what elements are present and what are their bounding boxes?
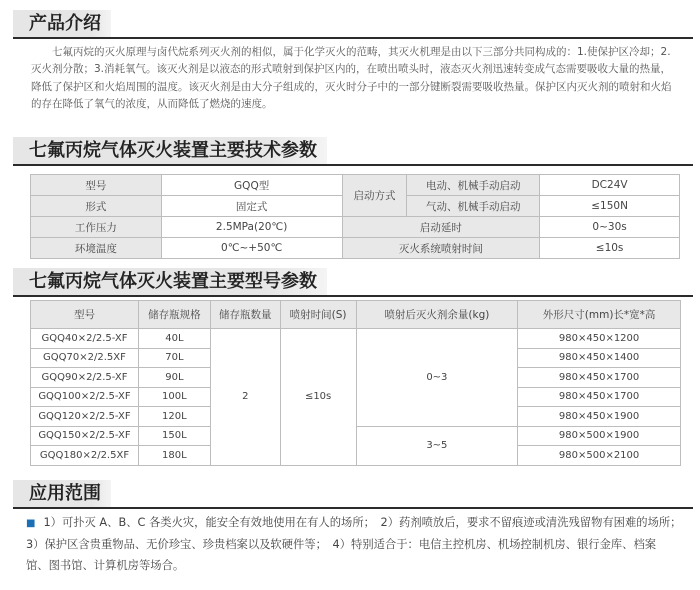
section-header-intro xyxy=(13,10,693,38)
spec-cell: 70L xyxy=(138,348,210,368)
column-header: 型号 xyxy=(31,301,139,329)
table-row xyxy=(31,238,680,259)
size-cell: 980×450×1700 xyxy=(518,387,681,407)
table-cell: 0℃~+50℃ xyxy=(161,238,342,259)
section-header-model xyxy=(13,268,693,296)
model-cell: GQQ120×2/2.5-XF xyxy=(31,407,139,427)
header-underline xyxy=(13,507,693,509)
column-header: 外形尺寸(mm)长*宽*高 xyxy=(518,301,681,329)
table-cell: GQQ型 xyxy=(161,175,342,196)
table-cell: 固定式 xyxy=(161,196,342,217)
table-cell: 0~30s xyxy=(540,217,680,238)
table-cell: 启动方式 xyxy=(342,175,407,217)
column-header: 喷射后灭火剂余量(kg) xyxy=(356,301,518,329)
header-underline xyxy=(13,164,693,166)
table-row xyxy=(31,426,681,446)
model-cell: GQQ180×2/2.5XF xyxy=(31,446,139,466)
column-header: 储存瓶规格 xyxy=(138,301,210,329)
table-cell: ≤10s xyxy=(540,238,680,259)
quantity-cell: 2 xyxy=(210,329,280,466)
spec-cell: 90L xyxy=(138,368,210,388)
section-title: 七氟丙烷气体灭火装置主要技术参数 xyxy=(13,137,327,165)
table-cell: ≤150N xyxy=(540,196,680,217)
model-params-table xyxy=(30,300,681,466)
section-header-usage xyxy=(13,480,693,508)
table-row xyxy=(31,329,681,349)
header-underline xyxy=(13,37,693,39)
model-cell: GQQ70×2/2.5XF xyxy=(31,348,139,368)
bullet-square-icon: ■ xyxy=(26,518,36,529)
model-cell: GQQ150×2/2.5-XF xyxy=(31,426,139,446)
tech-params-table xyxy=(30,174,680,259)
table-cell: DC24V xyxy=(540,175,680,196)
table-cell: 灭火系统喷射时间 xyxy=(342,238,540,259)
table-cell: 气动、机械手动启动 xyxy=(407,196,540,217)
table-cell: 电动、机械手动启动 xyxy=(407,175,540,196)
table-row xyxy=(31,175,680,196)
intro-paragraph: 七氟丙烷的灭火原理与卤代烷系列灭火剂的相似，属于化学灭火的范畴，其灭火机理是由以下三部分共同构成的：1.使保护区冷却；2.灭火剂分散；3.消耗氧气。该灭火剂是以液态的形式喷射到保护区内的，在喷出喷头时，液态灭火剂迅速转变成气态需要吸收大量的热量，降低了保护区和火焰周围的温度。该灭火剂是由大分子组成的，灭火时分子中的一部分键断裂需要吸收热量。保护区内灭火剂的喷射和火焰的存在降低了氧气的浓度，从而降低了燃烧的速度。 xyxy=(31,46,672,111)
table-cell: 启动延时 xyxy=(342,217,540,238)
spec-cell: 150L xyxy=(138,426,210,446)
spec-cell: 100L xyxy=(138,387,210,407)
table-cell: 2.5MPa(20℃) xyxy=(161,217,342,238)
model-cell: GQQ40×2/2.5-XF xyxy=(31,329,139,349)
spray-time-cell: ≤10s xyxy=(280,329,356,466)
size-cell: 980×450×1200 xyxy=(518,329,681,349)
residual-cell: 3~5 xyxy=(356,426,518,465)
table-cell: 形式 xyxy=(31,196,162,217)
table-cell: 型号 xyxy=(31,175,162,196)
section-header-tech xyxy=(13,137,693,165)
section-title: 产品介绍 xyxy=(13,10,111,38)
residual-cell: 0~3 xyxy=(356,329,518,427)
size-cell: 980×450×1400 xyxy=(518,348,681,368)
size-cell: 980×450×1700 xyxy=(518,368,681,388)
column-header: 喷射时间(S) xyxy=(280,301,356,329)
size-cell: 980×500×2100 xyxy=(518,446,681,466)
spec-cell: 40L xyxy=(138,329,210,349)
usage-text: 1）可扑灭 A、B、C 各类火灾，能安全有效地使用在有人的场所； 2）药剂喷放后，要求不留痕迹或清洗残留物有困难的场所； 3）保护区含贵重物品、无价珍宝、珍贵档案以及软硬件等； 4）特别适合于：电信主控机房、机场控制机房、银行金库、档案馆、图书馆、计算机房等场合。 xyxy=(26,516,688,572)
table-cell: 环境温度 xyxy=(31,238,162,259)
table-header-row xyxy=(31,301,681,329)
usage-paragraph xyxy=(26,512,688,576)
header-underline xyxy=(13,295,693,297)
section-title: 应用范围 xyxy=(13,480,111,508)
table-cell: 工作压力 xyxy=(31,217,162,238)
spec-cell: 180L xyxy=(138,446,210,466)
size-cell: 980×500×1900 xyxy=(518,426,681,446)
table-row xyxy=(31,217,680,238)
size-cell: 980×450×1900 xyxy=(518,407,681,427)
model-cell: GQQ100×2/2.5-XF xyxy=(31,387,139,407)
spec-cell: 120L xyxy=(138,407,210,427)
section-title: 七氟丙烷气体灭火装置主要型号参数 xyxy=(13,268,327,296)
model-cell: GQQ90×2/2.5-XF xyxy=(31,368,139,388)
column-header: 储存瓶数量 xyxy=(210,301,280,329)
